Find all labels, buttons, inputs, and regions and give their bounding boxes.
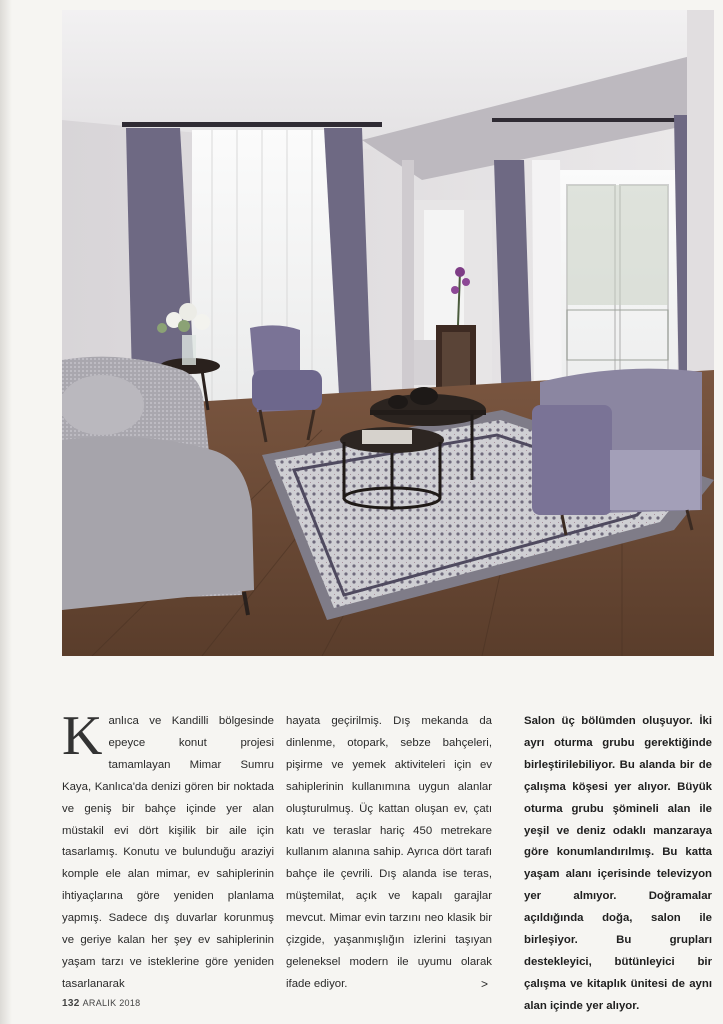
drop-cap: K — [62, 705, 103, 767]
column-2-text: hayata geçirilmiş. Dış mekanda da dinlenme, otopark, sebze bahçeleri, pişirme ve yemek aktiviteleri için ev sahiplerinin kullanımına uygun alanlar oluşturulmuş. Üç kattan oluşan ev, çatı katı ve teraslar hariç 450 metrekare kullanım alanına sahip. Ayrıca dört tarafı bahçe ile çevrili. Dış alanda ise teras, müştemilat, açık ve kapalı garajlar mevcut. Mimar evin tarzını neo klasik bir çizgide, yaşanmışlığın izlerini taşıyan geleneksel modern ile uyumu olarak ifade ediyor. — [286, 715, 492, 990]
article-column-1 — [62, 705, 274, 996]
living-room-photo — [62, 10, 714, 656]
continue-arrow: > — [480, 976, 488, 991]
page-number: 132 — [62, 998, 80, 1009]
issue-date: ARALIK 2018 — [82, 998, 141, 1008]
page-footer — [62, 998, 140, 1009]
column-1-text: anlıca ve Kandilli bölgesinde epeyce konut projesi tamamlayan Mimar Sumru Kaya, Kanlıca'da denizi gören bir noktada ve geniş bir bahçe içinde yer alan müstakil evi dört kişilik bir aile için tasarlamış. Konutu ve bulunduğu araziyi komple ele alan mimar, ev sahiplerinin ihtiyaçlarına göre yeniden planlama yapmış. Sadece dış duvarlar korunmuş ve geriye kalan her şey ev sahiplerinin yaşam tarzı ve isteklerine göre yeniden tasarlanarak — [62, 715, 274, 990]
photo-caption — [524, 711, 712, 1018]
caption-text: Salon üç bölümden oluşuyor. İki ayrı oturma grubu gerektiğinde birleştirilebiliyor. Bu alanda bir de çalışma köşesi yer alıyor. Büyük oturma grubu şömineli alan ile yeşil ve deniz odaklı manzaraya göre konumlandırılmış. Bu katta yaşam alanı içerisinde televizyon yer almıyor. Doğramalar açıldığında doğa, salon ile birleşiyor. Bu grupları destekleyici, bütünleyici bir çalışma ve kitaplık ünitesi de aynı alan içinde yer alıyor. — [524, 715, 712, 1012]
article-column-2 — [286, 711, 492, 996]
page-edge-shadow — [0, 0, 12, 1024]
